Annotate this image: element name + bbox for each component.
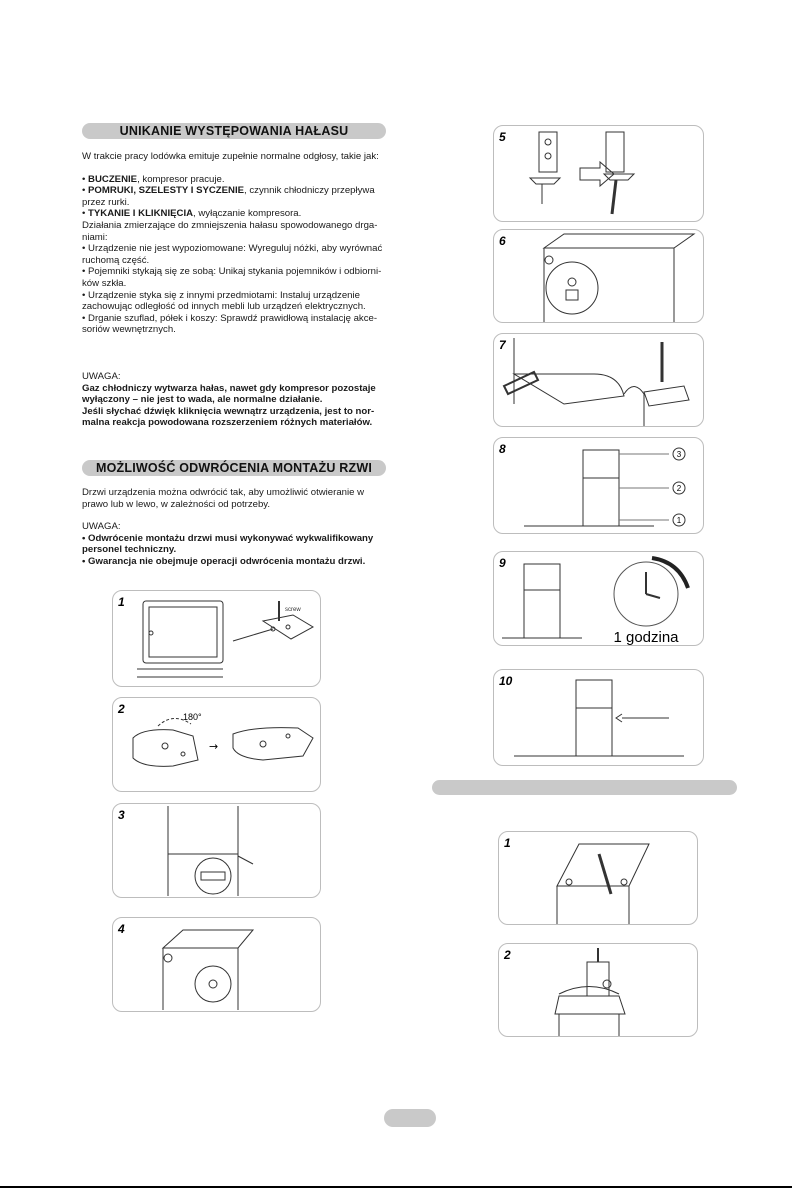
noise-note: [82, 371, 387, 429]
noise-measure-2: • Pojemniki stykają się ze sobą: Unikaj stykania pojemników i odbiorni- ków szkła.: [82, 266, 382, 289]
step-number: 3: [118, 808, 125, 822]
blank-section-bar: [432, 780, 737, 795]
step-number: 2: [504, 948, 511, 962]
hinge-rotate-drawing: [113, 698, 320, 791]
top-hinge-drawing: [113, 918, 320, 1011]
marker-3: 3: [676, 450, 682, 459]
step-illustration-3: [112, 803, 321, 898]
step-number: 8: [499, 442, 506, 456]
door-note-2: • Gwarancja nie obejmuje operacji odwrócenia montażu drzwi.: [82, 555, 366, 567]
step-number: 5: [499, 130, 506, 144]
noise-item-hissing: • POMRUKI, SZELESTY I SYCZENIE, czynnik chłodniczy przepływa przez rurki.: [82, 185, 375, 208]
wait-one-hour-drawing: [494, 552, 703, 645]
door-close-check-drawing: [494, 670, 703, 765]
noise-measure-1: • Urządzenie nie jest wypoziomowane: Wyreguluj nóżki, aby wyrównać ruchomą część.: [82, 243, 383, 266]
door-note-title: UWAGA:: [82, 521, 121, 533]
marker-1: 1: [676, 516, 682, 525]
noise-measures: Działania zmierzające do zmniejszenia hałasu spowodowanego drga- niami:: [82, 219, 378, 243]
noise-measure-3: • Urządzenie styka się z innymi przedmiotami: Instaluj urządzenie zachowując odległość od innych mebli lub urządzeń elektrycznych.: [82, 289, 366, 313]
door-note-1: • Odwrócenie montażu drzwi musi wykonywać wykwalifikowany personel techniczny.: [82, 532, 374, 556]
step-number: 9: [499, 556, 506, 570]
noise-note-1: Gaz chłodniczy wytwarza hałas, nawet gdy kompresor pozostaje wyłączony – nie jest to wada, ale normalne działanie.: [82, 382, 376, 406]
crop-marks: [0, 1186, 792, 1188]
door-handle-screw-drawing: [494, 334, 703, 426]
noise-item-buzzing: • BUCZENIE, kompresor pracuje.: [82, 173, 225, 185]
hinge-pin-swap-drawing: [494, 126, 703, 221]
noise-section-text: [82, 151, 387, 336]
step-number: 1: [504, 836, 511, 850]
step-illustration-4: [112, 917, 321, 1012]
step-illustration-7: [493, 333, 704, 427]
time-label: 1 godzina: [613, 629, 679, 645]
step-illustration-2: [112, 697, 321, 792]
step-illustration-9: [493, 551, 704, 646]
step-illustration-6: [493, 229, 704, 323]
noise-measure-4: • Drganie szuflad, półek i koszy: Sprawdź prawidłową instalację akce- soriów wewnętrznych.: [82, 312, 378, 336]
step-number: 6: [499, 234, 506, 248]
rotation-angle-label: 180°: [183, 712, 202, 722]
noise-note-title: UWAGA:: [82, 371, 121, 382]
bottom-step-illustration-1: [498, 831, 698, 925]
noise-note-2: Jeśli słychać dźwięk kliknięcia wewnątrz urządzenia, jest to nor- malna reakcja powodowana rozszerzeniem różnych materiałów.: [82, 405, 375, 429]
marker-2: 2: [676, 484, 682, 493]
step-illustration-10: [493, 669, 704, 766]
step-number: 7: [499, 338, 506, 352]
arrow-right-icon: →: [209, 740, 219, 753]
bottom-hinge-drawing: [499, 944, 697, 1036]
hinge-cover-removal-drawing: [113, 591, 320, 686]
noise-section-title: UNIKANIE WYSTĘPOWANIA HAŁASU: [82, 123, 386, 139]
step-number: 4: [118, 922, 125, 936]
door-alignment-drawing: [494, 438, 703, 533]
noise-intro: W trakcie pracy lodówka emituje zupełnie normalne odgłosy, takie jak:: [82, 151, 379, 162]
door-section-text: [82, 487, 387, 568]
page-number-badge: [384, 1109, 436, 1127]
hinge-mount-drawing: [494, 230, 703, 322]
door-section-title: MOŻLIWOŚĆ ODWRÓCENIA MONTAŻU RZWI: [82, 460, 386, 476]
step-number: 1: [118, 595, 125, 609]
screw-label: screw: [285, 607, 301, 613]
door-removal-drawing: [113, 804, 320, 897]
step-illustration-8: [493, 437, 704, 534]
noise-item-clicking: • TYKANIE I KLIKNIĘCIA, wyłączanie kompresora.: [82, 208, 302, 220]
step-number: 10: [499, 674, 513, 688]
step-illustration-5: [493, 125, 704, 222]
top-cover-screw-drawing: [499, 832, 697, 924]
step-number: 2: [118, 702, 125, 716]
bottom-step-illustration-2: [498, 943, 698, 1037]
door-intro: Drzwi urządzenia można odwrócić tak, aby umożliwić otwieranie w prawo lub w lewo, w zależności od potrzeby.: [82, 487, 365, 510]
step-illustration-1: [112, 590, 321, 687]
